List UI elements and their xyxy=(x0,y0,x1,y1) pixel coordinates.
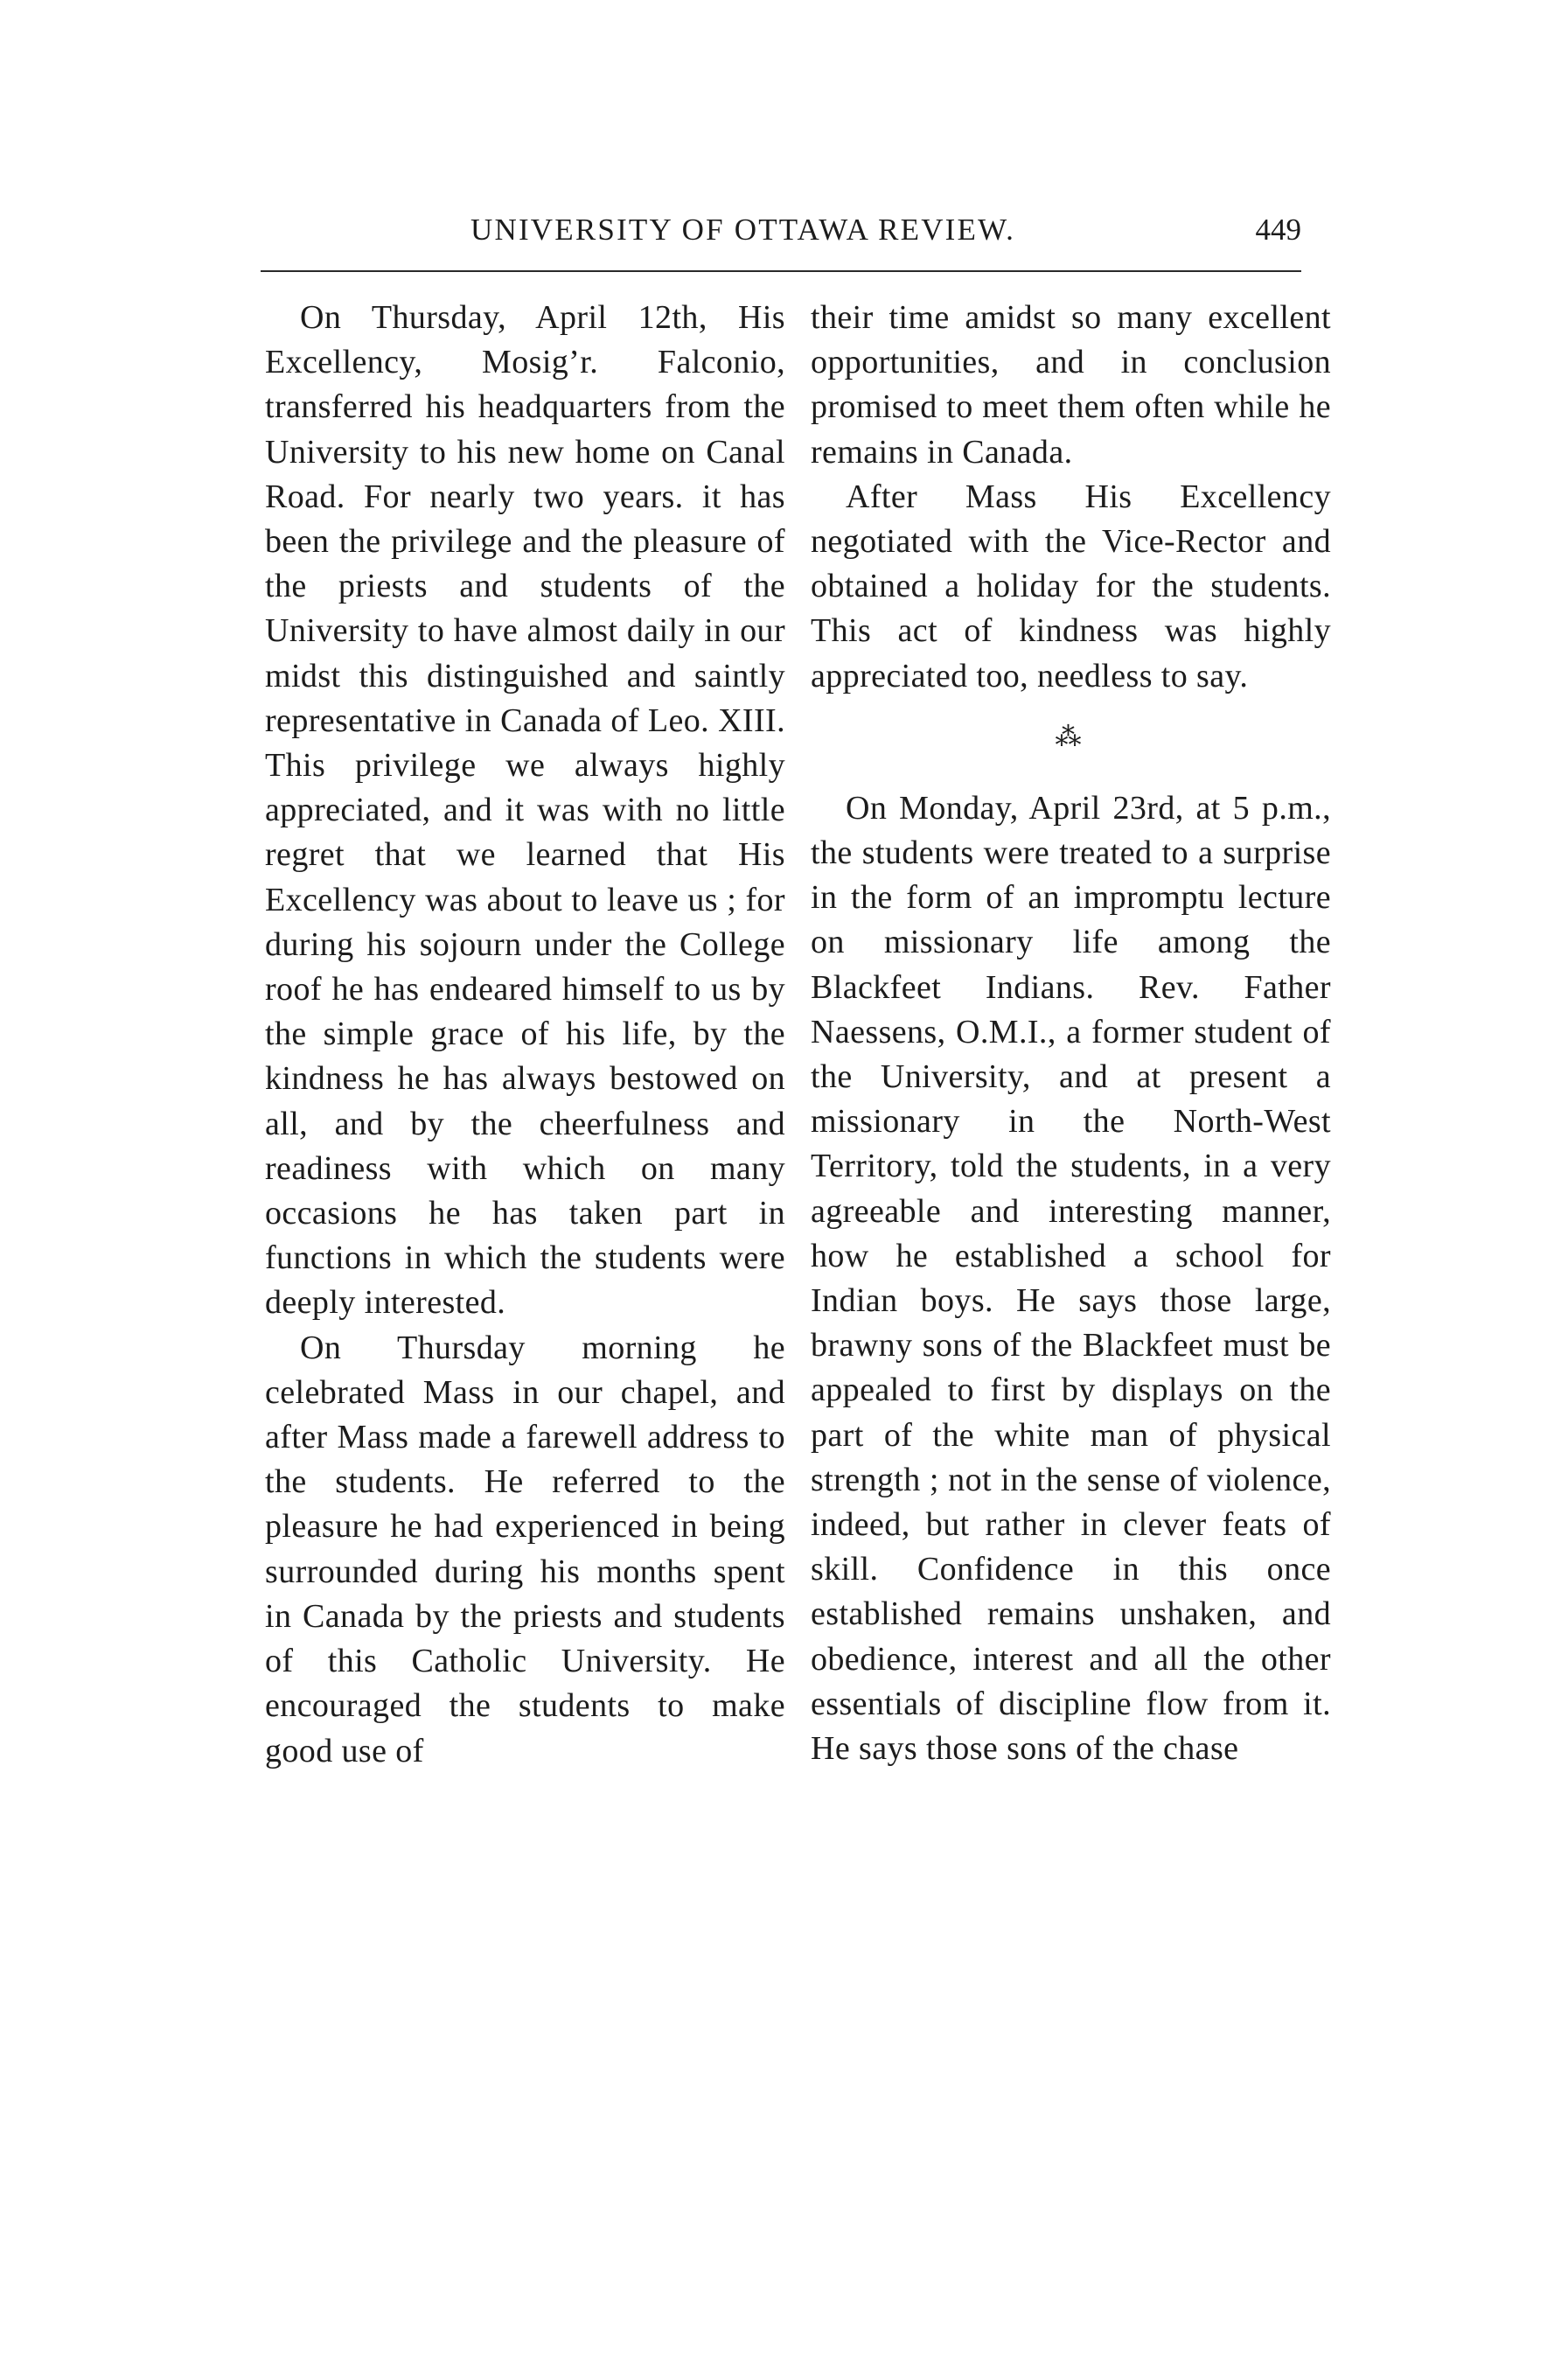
section-separator-asterism: ⁂ xyxy=(1055,722,1087,751)
running-title: UNIVERSITY OF OTTAWA REVIEW. xyxy=(470,213,1016,247)
left-column xyxy=(265,296,785,1774)
header-rule xyxy=(261,270,1301,272)
running-head xyxy=(261,213,1301,256)
right-column xyxy=(811,296,1331,1771)
paragraph-continuation: their time amidst so many excellent opportunities, and in conclusion promised to meet them often while he remains in Canada. xyxy=(811,299,1331,471)
paragraph-farewell-mass: On Thursday morning he celebrated Mass in our chapel, and after Mass made a farewell address to the students. He referred to the pleasure he had experienced in being surrounded during his months spent in Canada by the priests and students of this Catholic University. He encouraged the students to make good use of xyxy=(265,1329,785,1769)
page-number: 449 xyxy=(1255,213,1301,247)
paragraph-holiday: After Mass His Excellency negotiated with the Vice-Rector and obtained a holiday for the students. This act of kindness was highly appreciated too, needless to say. xyxy=(811,478,1331,694)
paragraph-falconio-departure: On Thursday, April 12th, His Excellency, Mosig’r. Falconio, transferred his headquarters from the University to his new home on Canal Road. For nearly two years. it has been the privilege and the pleasure of the priests and students of the University to have almost daily in our midst this distinguished and saintly representative in Canada of Leo. XIII. This privilege we always highly appreciated, and it was with no little regret that we learned that His Excellency was about to leave us ; for during his sojourn under the College roof he has endeared himself to us by the simple grace of his life, by the kindness he has always bestowed on all, and by the cheerfulness and readiness with which on many occasions he has taken part in functions in which the students were deeply interested. xyxy=(265,299,785,1322)
paragraph-naessens-lecture: On Monday, April 23rd, at 5 p.m., the students were treated to a surprise in the form of an impromptu lecture on missionary life among the Blackfeet Indians. Rev. Father Naessens, O.M.I., a former student of the University, and at present a missionary in the North-West Territory, told the students, in a very agreeable and interesting manner, how he established a school for Indian boys. He says those large, brawny sons of the Blackfeet must be appealed to first by displays on the part of the white man of physical strength ; not in the sense of violence, indeed, but rather in clever feats of skill. Confidence in this once established remains unshaken, and obedience, interest and all the other essentials of discipline flow from it. He says those sons of the chase xyxy=(811,789,1331,1768)
